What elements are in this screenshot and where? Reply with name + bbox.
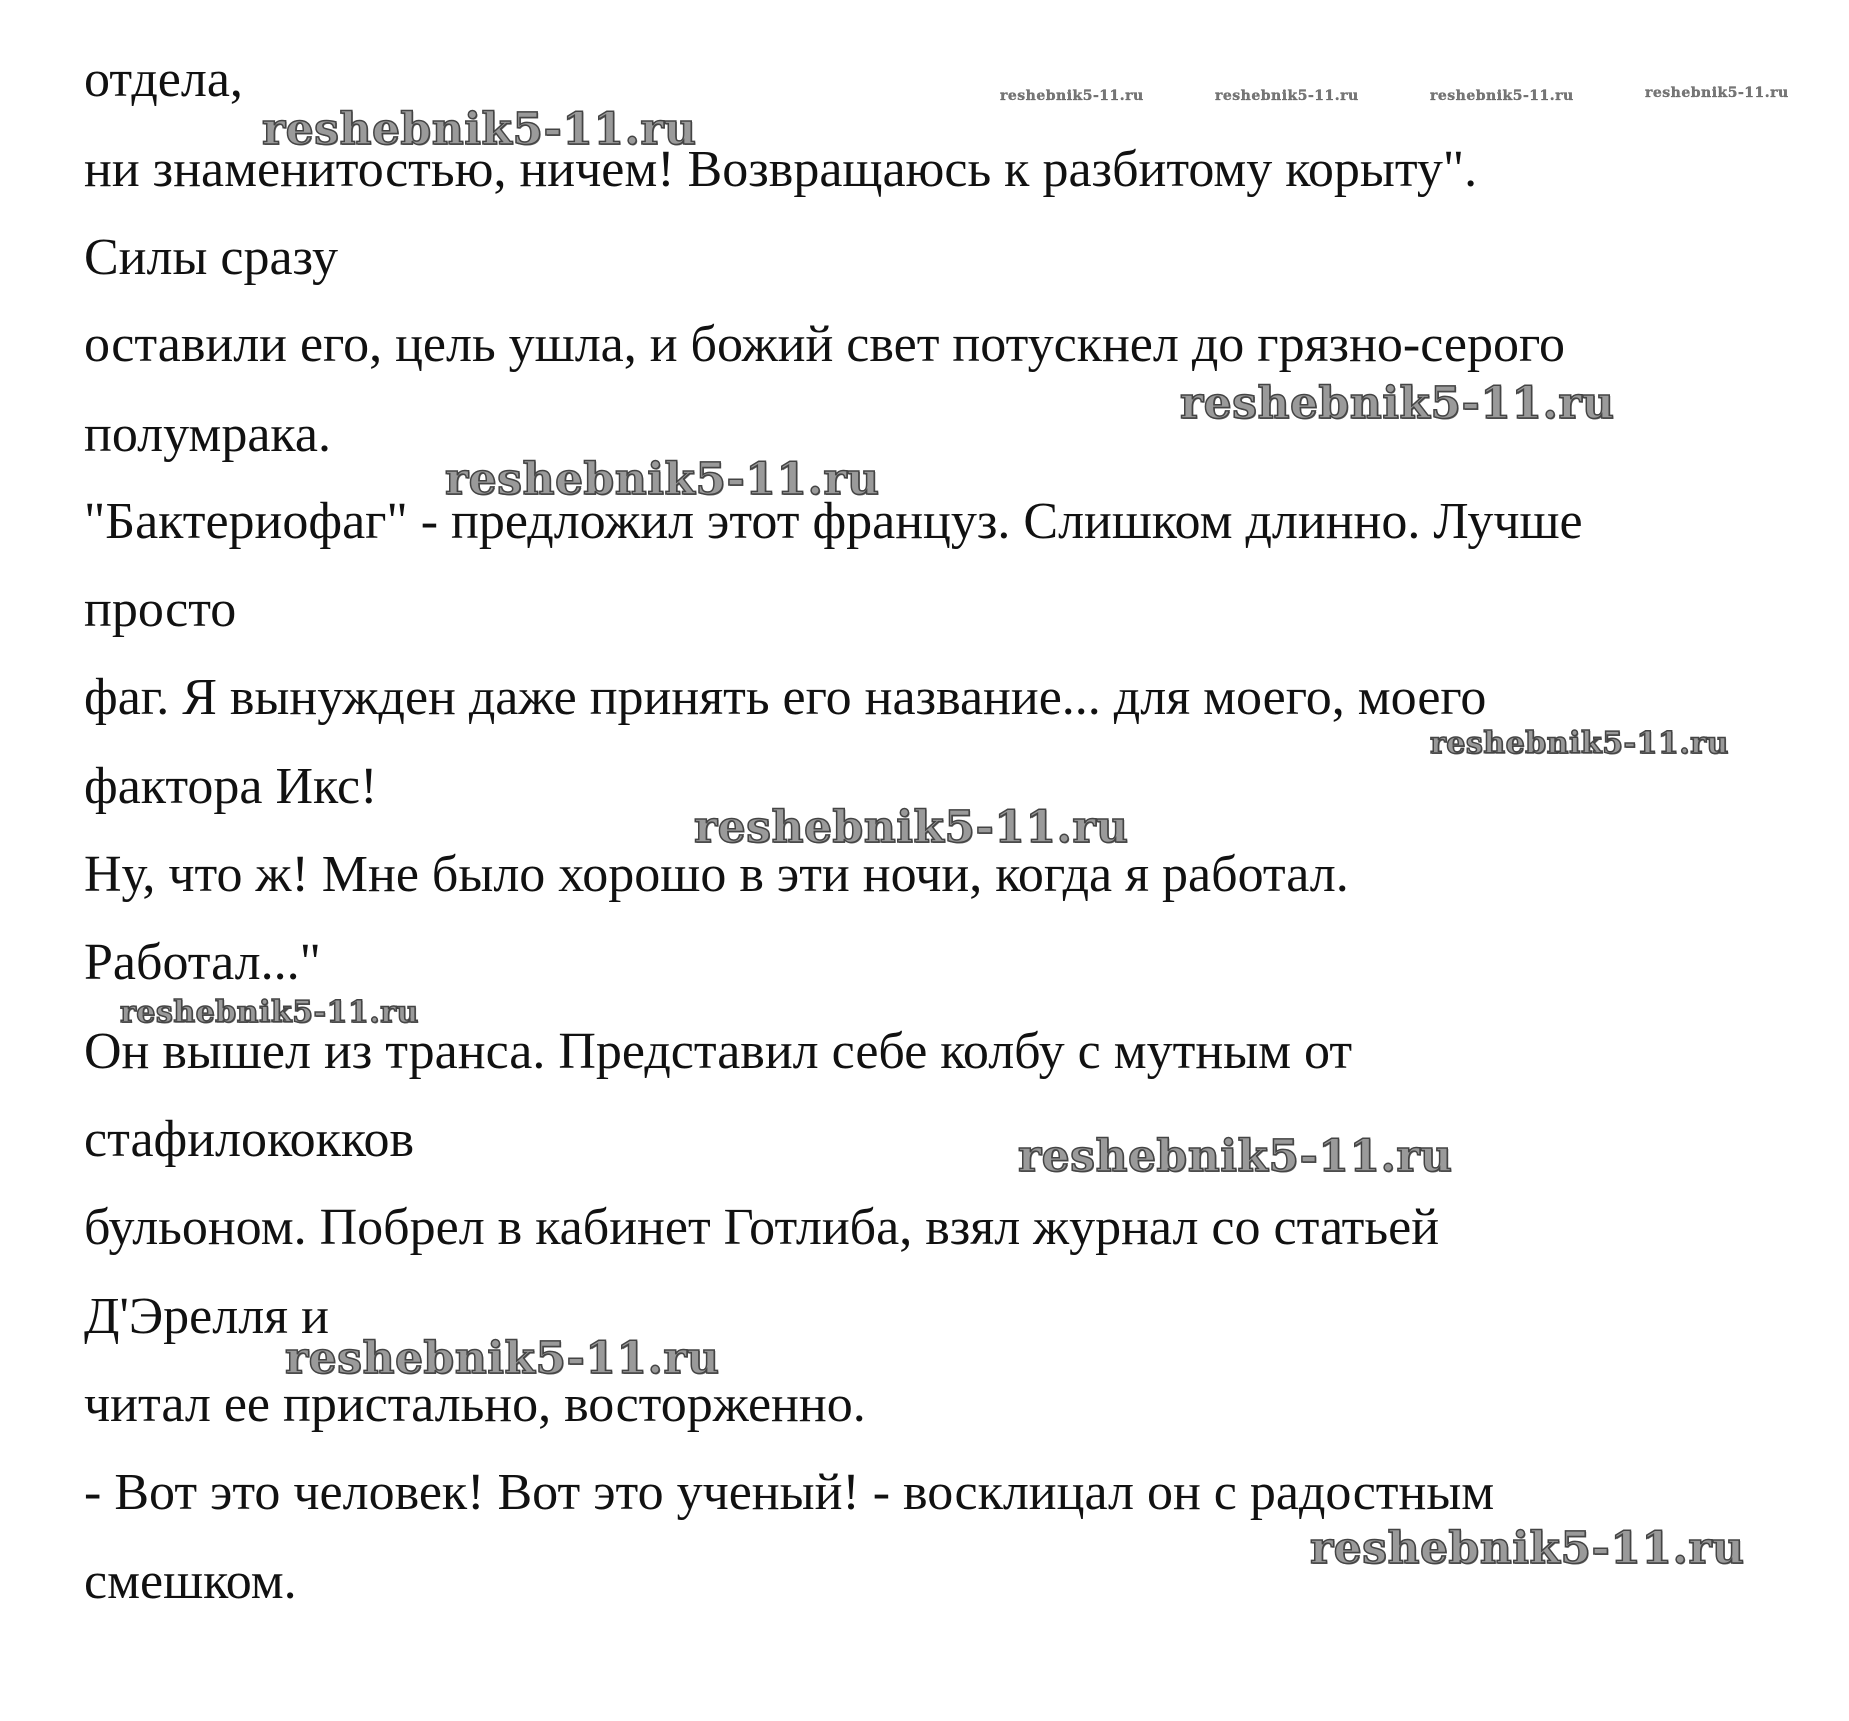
watermark-logo: reshebnik5-11.ru (1310, 1523, 1745, 1574)
watermark-logo: reshebnik5-11.ru (1000, 88, 1144, 104)
watermark-logo: reshebnik5-11.ru (694, 802, 1129, 853)
text-line: читал ее пристально, восторженно. (84, 1376, 866, 1433)
watermark-logo: reshebnik5-11.ru (1430, 726, 1729, 761)
text-line: Силы сразу (84, 229, 339, 286)
text-line: Ну, что ж! Мне было хорошо в эти ночи, когда я работал. (84, 846, 1349, 903)
text-line: оставили его, цель ушла, и божий свет потускнел до грязно-серого (84, 316, 1566, 373)
text-line: просто (84, 581, 237, 638)
text-line: фаг. Я вынужден даже принять его название... для моего, моего (84, 669, 1487, 726)
watermark-logo: reshebnik5-11.ru (120, 995, 419, 1030)
text-line: отдела, (84, 51, 243, 108)
watermark-logo: reshebnik5-11.ru (1430, 88, 1574, 104)
text-line: полумрака. (84, 406, 331, 463)
watermark-logo: reshebnik5-11.ru (1018, 1131, 1453, 1182)
text-line: фактора Икс! (84, 758, 378, 815)
text-line: Он вышел из транса. Представил себе колбу с мутным от (84, 1023, 1353, 1080)
text-line: ни знаменитостью, ничем! Возвращаюсь к разбитому корыту". (84, 141, 1478, 198)
watermark-logo: reshebnik5-11.ru (1180, 378, 1615, 429)
watermark-logo: reshebnik5-11.ru (1645, 85, 1789, 101)
text-line: Работал..." (84, 934, 321, 991)
text-line: бульоном. Побрел в кабинет Готлиба, взял журнал со статьей (84, 1199, 1440, 1256)
watermark-logo: reshebnik5-11.ru (1215, 88, 1359, 104)
text-line: смешком. (84, 1553, 297, 1610)
watermark-logo: reshebnik5-11.ru (285, 1333, 720, 1384)
text-line: - Вот это человек! Вот это ученый! - восклицал он с радостным (84, 1464, 1495, 1521)
text-line: Д'Эрелля и (84, 1288, 329, 1345)
watermark-logo: reshebnik5-11.ru (445, 454, 880, 505)
text-line: стафилококков (84, 1111, 415, 1168)
watermark-logo: reshebnik5-11.ru (262, 104, 697, 155)
text-line: "Бактериофаг" - предложил этот француз. Слишком длинно. Лучше (84, 493, 1583, 550)
